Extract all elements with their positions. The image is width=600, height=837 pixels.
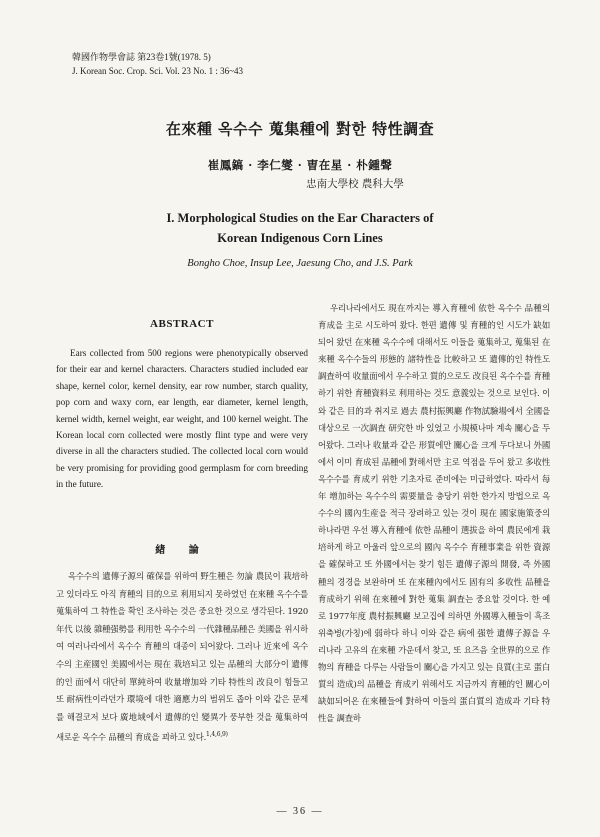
title-english-line1: I. Morphological Studies on the Ear Characters of <box>166 211 434 225</box>
title-english <box>0 208 600 248</box>
journal-line-english: J. Korean Soc. Crop. Sci. Vol. 23 No. 1 : 36~43 <box>72 66 244 76</box>
authors-english: Bongho Choe, Insup Lee, Jaesung Cho, and J.S. Park <box>187 258 413 269</box>
introduction-paragraph: 옥수수의 遺傳子源의 確保를 위하여 野生種은 勿論 農民이 栽培하고 있더라도 아직 育種의 目的으로 利用되지 못하였던 在來種 옥수수를 蒐集하여 그 特性을 확인 조사하는 것은 중요한 것으로 생각된다. 1920年代 以後 雜種强勢를 利用한 옥수수의 一代雜種品種은 美國을 위시하여 여러나라에서 옥수수 育種의 대종이 되어왔다. 그러나 近來에 옥수수의 主産國인 美國에서는 現在 栽培되고 있는 品種의 大部分이 遺傳的인 面에서 대단히 單純하여 收量增加와 기타 特性의 改良이 힘들고 또 耐病性이라던가 環境에 대한 適應力의 범위도 좁아 이와 같은 문제를 해결코저 보다 廣地域에서 遺傳的인 變異가 풍부한 것을 蒐集하여 새로운 옥수수 品種의 育成을 꾀하고 있다. <box>56 571 308 743</box>
right-column-text: 우리나라에서도 現在까지는 導入育種에 依한 옥수수 品種의 育成을 主로 시도하여 왔다. 한편 遺傳 및 育種的인 시도가 缺如되어 왔던 在來種 옥수수에 대해서도 이들을 蒐集하고, 蒐集된 在來種 옥수수들의 形態的 諸特性을 比較하고 또 遺傳的인 特性도 調査하여 收量面에서 우수하고 質的으로도 改良된 옥수수를 育種하기 위한 育種資料로 利用하는 것도 意義있는 것으로 보인다. 이와 같은 目的과 취지로 過去 農村振興廳 作物試驗場에서 全國을 대상으로 一次調査 研究한 바 있었고 小規模나마 계속 關心을 두어왔다. 그러나 收量과 같은 形質에만 關心을 크게 두다보니 外國에서 이미 育成된 品種에 對해서만 主로 역점을 두어 왔고 多收性 옥수수를 育成키 위한 기초자료 준비에는 미급하였다. 따라서 每年 增加하는 옥수수의 需要量을 충당키 위한 한가지 방법으로 옥수수의 國內生産을 적극 장려하고 있는 것이 現在 國家施策중의 하나라면 우선 導入育種에 依한 品種이 選拔을 하여 農民에게 栽培하게 하고 아울러 앞으로의 國內 옥수수 育種事業을 위한 資源을 確保하고 또 外國에서는 찾기 힘든 遺傳子源의 開發, 즉 外國種의 경경을 보완하며 또 在來種內에서도 固有의 多收性 品種을 育成하기 위해 在來種에 對한 蒐集 調査는 중요할 것이다. 한 예로 1977年度 農村振興廳 보고집에 의하면 外國導入種들이 흑조위축병(가칭)에 弱하다 하니 이와 같은 病에 强한 遺傳子源을 우리나라 고유의 在來種 가운데서 찾고, 또 요즈음 全世界的으로 作物의 育種을 다루는 사람들이 關心을 가지고 있는 良質(主로 蛋白質의 造成)의 品種을 育成키 위해서도 지금까지 育種的인 關心이 缺如되어온 在來種들에 對하여 이들의 蛋白質의 造成과 기타 特性을 調査하 <box>318 303 550 724</box>
introduction-citation: 1,4,6,9) <box>206 731 228 739</box>
introduction-text <box>56 568 308 747</box>
introduction-heading: 緖 論 <box>155 545 209 556</box>
page-number: — 36 — <box>276 806 324 817</box>
authors-korean: 崔鳳鎬 · 李仁燮 · 曺在星 · 朴鍾聲 <box>207 158 393 172</box>
journal-line-korean: 韓國作物學會誌 第23卷1號(1978. 5) <box>72 52 211 62</box>
journal-header <box>72 50 243 78</box>
title-english-line2: Korean Indigenous Corn Lines <box>217 231 383 245</box>
title-korean: 在來種 옥수수 蒐集種에 對한 特性調査 <box>165 120 435 138</box>
affiliation-korean: 忠南大學校 農科大學 <box>306 178 404 190</box>
abstract-heading: ABSTRACT <box>150 318 214 330</box>
abstract-text: Ears collected from 500 regions were phenotypically observed for their ear and kernel characters. Characters studied included ear shape, kernel color, kernel density, ear row number, starch quality, pop corn and waxy corn, ear length, ear diameter, kernel length, kernel width, kernel weight, ear weight, and 100 kernel weight. The Korean local corn collected were mostly flint type and were very diverse in all the characters studied. The collected local corn would be very promising for providing good germplasm for corn breeding in the future. <box>56 348 308 490</box>
